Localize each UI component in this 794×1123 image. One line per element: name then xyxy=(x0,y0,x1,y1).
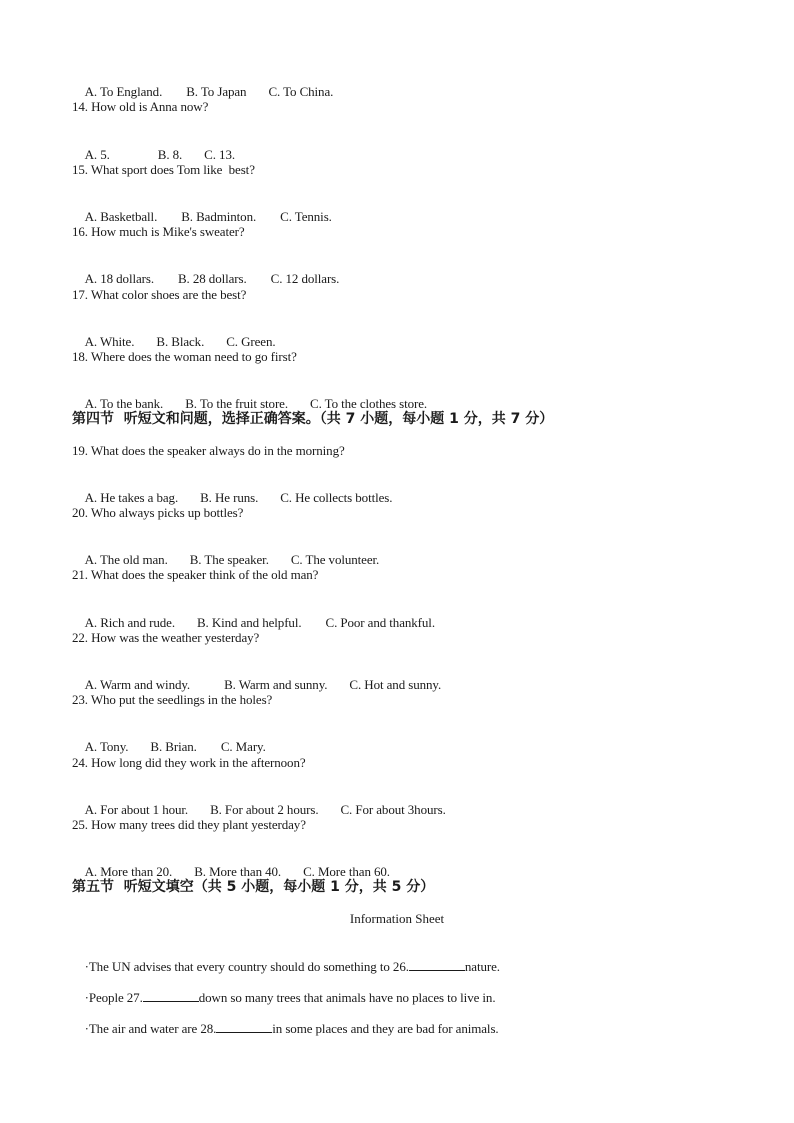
information-sheet-title: Information Sheet xyxy=(349,911,445,926)
option-b: B. Warm and sunny. xyxy=(224,677,328,692)
fill-28-prefix: ·The air and water are 28. xyxy=(84,1021,217,1036)
question-23: 23. Who put the seedlings in the holes? xyxy=(72,692,273,707)
fill-27-suffix: down so many trees that animals have no places to live in. xyxy=(198,990,496,1005)
option-b: B. 28 dollars. xyxy=(177,271,247,286)
option-c: C. To China. xyxy=(268,84,334,99)
option-c: C. He collects bottles. xyxy=(280,490,393,505)
option-a: A. White. xyxy=(84,334,135,349)
option-a: A. He takes a bag. xyxy=(84,490,179,505)
option-b: B. Brian. xyxy=(150,739,197,754)
option-c: C. For about 3hours. xyxy=(340,802,446,817)
answer-blank-26[interactable] xyxy=(409,958,465,971)
option-a: A. 18 dollars. xyxy=(84,271,154,286)
option-a: A. To England. xyxy=(84,84,163,99)
option-a: A. More than 20. xyxy=(84,864,173,879)
option-c: C. 13. xyxy=(204,147,235,162)
fill-blank-28 xyxy=(72,1004,499,1053)
question-16: 16. How much is Mike's sweater? xyxy=(72,224,245,239)
section-5-heading: 第五节 听短文填空（共 5 小题，每小题 1 分，共 5 分） xyxy=(72,879,435,895)
option-c: C. Hot and sunny. xyxy=(349,677,442,692)
question-19: 19. What does the speaker always do in the morning? xyxy=(72,443,345,458)
question-18: 18. Where does the woman need to go first? xyxy=(72,349,297,364)
option-c: C. Tennis. xyxy=(280,209,332,224)
option-b: B. Kind and helpful. xyxy=(196,615,302,630)
option-a: A. 5. xyxy=(84,147,110,162)
option-b: B. For about 2 hours. xyxy=(210,802,319,817)
option-a: A. Warm and windy. xyxy=(84,677,191,692)
answer-blank-28[interactable] xyxy=(216,1020,272,1033)
fill-26-prefix: ·The UN advises that every country should do something to 26. xyxy=(84,959,409,974)
option-b: B. Black. xyxy=(156,334,205,349)
option-b: B. The speaker. xyxy=(189,552,269,567)
question-24: 24. How long did they work in the afternoon? xyxy=(72,755,306,770)
section-4-heading: 第四节 听短文和问题，选择正确答案。（共 7 小题，每小题 1 分，共 7 分） xyxy=(72,411,554,427)
fill-26-suffix: nature. xyxy=(464,959,500,974)
option-c: C. Green. xyxy=(226,334,276,349)
option-a: A. To the bank. xyxy=(84,396,164,411)
question-17: 17. What color shoes are the best? xyxy=(72,287,247,302)
option-a: A. The old man. xyxy=(84,552,168,567)
option-a: A. Basketball. xyxy=(84,209,158,224)
question-20: 20. Who always picks up bottles? xyxy=(72,505,244,520)
option-a: A. Rich and rude. xyxy=(84,615,175,630)
option-b: B. To the fruit store. xyxy=(185,396,289,411)
question-21: 21. What does the speaker think of the old man? xyxy=(72,567,319,582)
option-c: C. Mary. xyxy=(220,739,266,754)
question-15: 15. What sport does Tom like best? xyxy=(72,162,255,177)
option-b: B. More than 40. xyxy=(194,864,282,879)
option-c: C. The volunteer. xyxy=(290,552,380,567)
option-c: C. To the clothes store. xyxy=(310,396,428,411)
option-c: C. More than 60. xyxy=(303,864,390,879)
option-a: A. Tony. xyxy=(84,739,129,754)
option-b: B. To Japan xyxy=(186,84,247,99)
option-b: B. 8. xyxy=(157,147,183,162)
option-a: A. For about 1 hour. xyxy=(84,802,189,817)
option-c: C. Poor and thankful. xyxy=(325,615,435,630)
option-c: C. 12 dollars. xyxy=(270,271,340,286)
fill-27-prefix: ·People 27. xyxy=(84,990,143,1005)
fill-28-suffix: in some places and they are bad for animals. xyxy=(272,1021,499,1036)
question-22: 22. How was the weather yesterday? xyxy=(72,630,260,645)
option-b: B. Badminton. xyxy=(181,209,257,224)
question-25: 25. How many trees did they plant yesterday? xyxy=(72,817,306,832)
answer-blank-27[interactable] xyxy=(143,989,199,1002)
question-14: 14. How old is Anna now? xyxy=(72,99,209,114)
option-b: B. He runs. xyxy=(200,490,259,505)
